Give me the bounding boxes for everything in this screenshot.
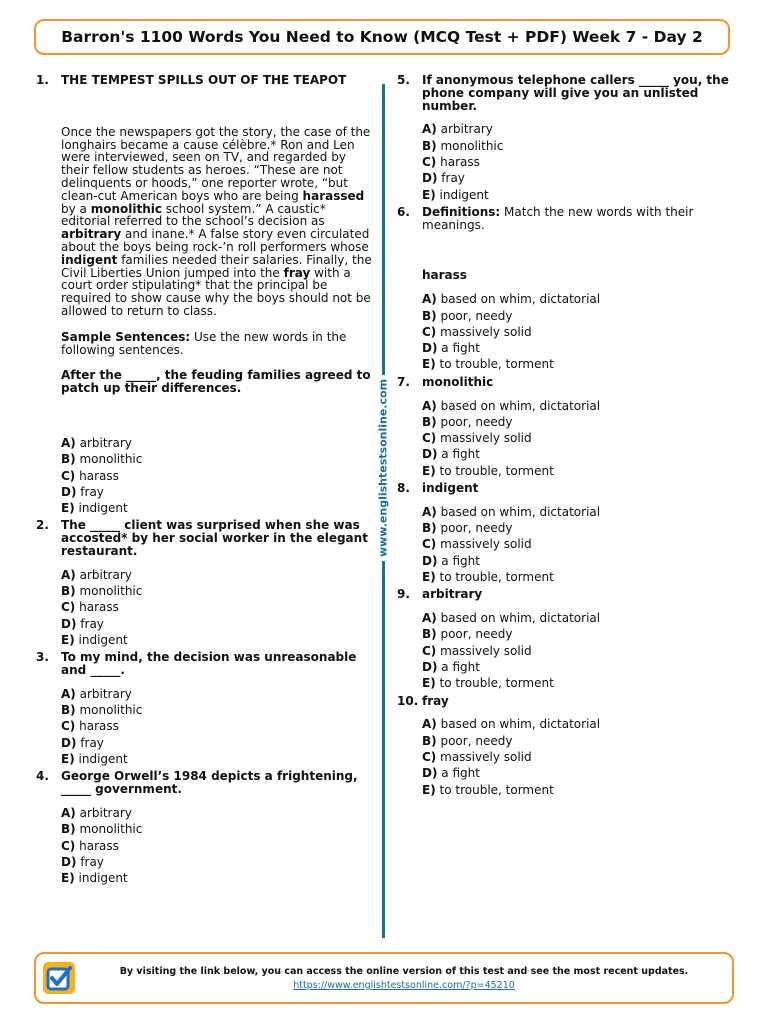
option-letter: A) [422,611,437,626]
option-letter: E) [422,676,436,691]
option-text: to trouble, torment [439,570,554,585]
question-word: indigent [422,481,479,496]
option-text: arbitrary [79,805,132,820]
reading-passage [61,126,376,395]
answer-option[interactable] [61,500,376,516]
answer-option[interactable] [61,686,376,702]
question-number: 7. [397,374,410,389]
option-letter: B) [422,521,437,536]
sample-sentences-instruction: Sample Sentences: Use the new words in the following sentences. [61,329,347,357]
option-letter: C) [61,468,76,483]
option-letter: E) [61,633,75,647]
question-number: 5. [397,73,410,87]
answer-option[interactable] [61,854,376,870]
option-text: based on whim, dictatorial [440,398,601,413]
page-title-box [34,19,730,55]
option-text: harass [440,154,480,169]
option-text: monolithic [79,452,143,467]
answer-option[interactable] [422,643,733,659]
option-letter: E) [422,357,436,372]
option-letter: D) [422,553,438,568]
option-text: monolithic [79,584,143,599]
option-text: a fight [441,766,480,781]
option-letter: B) [61,584,76,599]
option-text: harass [79,468,119,483]
option-text: based on whim, dictatorial [440,292,601,307]
question-number: 3. [36,650,49,665]
question-number: 8. [397,481,410,496]
option-text: arbitrary [79,686,132,701]
page-title: Barron's 1100 Words You Need to Know (MCQ Test + PDF) Week 7 - Day 2 [61,28,703,46]
option-text: a fight [441,660,480,674]
answer-option[interactable] [422,463,733,479]
footer-box [34,952,734,1004]
question-item [397,482,733,495]
option-text: a fight [441,447,480,462]
option-text: poor, needy [440,414,513,429]
option-letter: B) [61,822,76,837]
question-number: 1. [36,73,49,87]
answer-option[interactable] [61,616,376,632]
option-text: massively solid [440,324,532,339]
answer-option[interactable] [422,170,733,186]
option-letter: E) [422,463,436,478]
option-letter: D) [422,766,438,781]
question-5 [397,74,733,112]
answer-option[interactable] [61,484,376,500]
question-word: fray [422,693,449,708]
option-text: massively solid [440,749,532,764]
option-text: indigent [78,871,128,886]
option-text: massively solid [440,643,532,658]
question-item [397,376,733,389]
option-letter: B) [61,452,76,467]
option-letter: A) [422,504,437,519]
option-text: based on whim, dictatorial [440,504,601,519]
answer-option[interactable] [61,599,376,615]
answer-option[interactable] [61,567,376,583]
option-text: monolithic [79,703,143,718]
answer-option[interactable] [422,308,733,324]
option-letter: C) [422,324,437,339]
option-letter: A) [61,435,76,450]
question-text: George Orwell’s 1984 depicts a frightening, _____ government. [61,769,358,797]
option-letter: E) [422,187,436,202]
question-word: arbitrary [422,587,483,602]
answer-option[interactable] [422,446,733,462]
option-text: poor, needy [440,521,513,536]
option-letter: A) [422,292,437,307]
question-number: 10. [397,693,419,708]
option-letter: C) [422,537,437,552]
answer-option[interactable] [61,838,376,854]
question-number: 2. [36,518,49,533]
option-text: indigent [78,633,128,647]
option-text: arbitrary [440,122,493,137]
question-item [36,770,376,796]
answer-option[interactable] [61,718,376,734]
option-letter: A) [422,717,437,732]
question-6-word: harass [422,268,467,283]
option-text: fray [80,616,104,631]
option-text: indigent [78,752,128,767]
answer-option[interactable] [61,805,376,821]
answer-option[interactable] [61,821,376,837]
answer-option[interactable] [422,187,733,203]
answer-option[interactable] [422,154,733,170]
question-1-text: After the _____, the feuding families agreed to patch up their differences. [61,368,371,396]
question-text: To my mind, the decision was unreasonable and _____. [61,650,357,678]
question-text: If anonymous telephone callers _____ you, the phone company will give you an unlisted number. [422,73,729,113]
question-1-heading [36,74,376,87]
option-letter: D) [422,660,438,674]
question-options [422,398,733,479]
option-letter: C) [61,838,76,853]
option-text: fray [80,735,104,750]
option-letter: E) [422,782,436,797]
answer-option[interactable] [422,536,733,552]
option-letter: A) [61,567,76,582]
answer-option[interactable] [422,626,733,642]
question-6-options [422,291,733,372]
question-item [397,695,733,708]
option-text: poor, needy [440,627,513,642]
answer-option[interactable] [422,733,733,749]
option-text: indigent [439,187,489,202]
answer-option[interactable] [422,765,733,781]
answer-option[interactable] [422,749,733,765]
option-letter: A) [61,805,76,820]
answer-option[interactable] [61,751,376,767]
option-letter: B) [422,308,437,323]
answer-option[interactable] [422,430,733,446]
question-item [397,588,733,601]
option-letter: D) [422,171,438,186]
option-text: to trouble, torment [439,782,554,797]
option-letter: C) [61,719,76,734]
question-options [422,504,733,585]
option-letter: B) [422,733,437,748]
option-letter: E) [61,871,75,886]
footer-link[interactable]: https://www.englishtestsonline.com/?p=45210 [293,980,515,991]
option-text: to trouble, torment [439,463,554,478]
question-number: 9. [397,587,410,602]
checkbox-check-icon [42,961,76,995]
option-letter: D) [422,447,438,462]
option-letter: E) [61,752,75,767]
question-number: 4. [36,769,49,784]
option-text: arbitrary [79,567,132,582]
answer-option[interactable] [422,340,733,356]
option-text: a fight [441,553,480,568]
answer-option[interactable] [422,356,733,372]
definitions-instruction: Definitions: Match the new words with their meanings. [422,204,694,232]
answer-option[interactable] [422,782,733,798]
option-text: a fight [441,341,480,356]
option-text: poor, needy [440,733,513,748]
option-letter: D) [61,735,77,750]
answer-option[interactable] [422,504,733,520]
question-options [61,805,376,886]
question-item [36,651,376,677]
passage-text: Once the newspapers got the story, the case of the longhairs became a cause célèbre.* Ron and Len were interviewed, seen on TV, and regarded by their fellow students as heroes. “These are not delinquents or hoods,” one reporter wrote, “but clean-cut American boys who are being harassed by a monolithic school system.” A caustic* editorial referred to the school’s decision as arbitrary and inane.* A false story even circulated about the boys being rock-’n roll performers whose indigent families needed their salaries. Finally, the Civil Liberties Union jumped into the fray with a court order stipulating* that the principal be required to show cause why the boys should not be allowed to return to class. [61,124,372,318]
question-6 [397,206,733,232]
answer-option[interactable] [422,520,733,536]
option-text: monolithic [79,822,143,837]
option-letter: B) [422,138,437,153]
option-letter: A) [422,398,437,413]
answer-option[interactable] [61,702,376,718]
option-letter: E) [422,570,436,585]
question-5-options [422,121,733,202]
answer-option[interactable] [61,583,376,599]
option-letter: C) [422,431,437,446]
option-text: massively solid [440,431,532,446]
option-letter: C) [422,643,437,658]
option-letter: C) [61,600,76,615]
answer-option[interactable] [61,632,376,648]
option-letter: C) [422,154,437,169]
option-text: harass [79,719,119,734]
question-options [61,686,376,767]
answer-option[interactable] [61,468,376,484]
option-text: massively solid [440,537,532,552]
answer-option[interactable] [422,675,733,691]
option-text: harass [79,600,119,615]
question-number: 6. [397,204,410,219]
answer-option[interactable] [422,553,733,569]
answer-option[interactable] [61,435,376,451]
question-options [61,567,376,648]
answer-option[interactable] [422,138,733,154]
option-letter: D) [422,341,438,356]
option-text: to trouble, torment [439,357,554,372]
option-letter: A) [422,122,437,137]
answer-option[interactable] [422,569,733,585]
option-text: based on whim, dictatorial [440,611,601,626]
answer-option[interactable] [61,870,376,886]
option-text: indigent [78,501,128,516]
option-text: fray [80,484,104,499]
answer-option[interactable] [422,324,733,340]
answer-option[interactable] [422,121,733,137]
left-column [36,74,376,886]
answer-option[interactable] [422,716,733,732]
option-text: fray [441,171,465,186]
answer-option[interactable] [422,398,733,414]
right-column [397,74,733,798]
option-letter: E) [61,501,75,516]
answer-option[interactable] [422,414,733,430]
question-1-options [61,435,376,516]
option-letter: A) [61,686,76,701]
question-text: The _____ client was surprised when she was accosted* by her social worker in the elegant restaurant. [61,518,368,559]
answer-option[interactable] [422,291,733,307]
option-text: monolithic [440,138,504,153]
option-letter: D) [61,616,77,631]
left-questions [36,519,376,886]
option-letter: B) [422,414,437,429]
answer-option[interactable] [422,659,733,675]
option-letter: B) [61,703,76,718]
question-options [422,716,733,797]
question-word: monolithic [422,374,494,389]
option-text: poor, needy [440,308,513,323]
question-item [36,519,376,557]
answer-option[interactable] [422,610,733,626]
option-letter: D) [61,484,77,499]
footer-text: By visiting the link below, you can access the online version of this test and see the most recent updates. [119,966,689,977]
right-questions [397,376,733,798]
answer-option[interactable] [61,735,376,751]
option-text: to trouble, torment [439,676,554,691]
website-vertical-link[interactable]: www.englishtestsonline.com [377,375,390,561]
option-letter: B) [422,627,437,642]
option-letter: D) [61,854,77,869]
option-text: based on whim, dictatorial [440,717,601,732]
option-letter: C) [422,749,437,764]
option-text: fray [80,854,104,869]
question-options [422,610,733,691]
option-text: arbitrary [79,435,132,450]
option-text: harass [79,838,119,853]
answer-option[interactable] [61,451,376,467]
passage-title: THE TEMPEST SPILLS OUT OF THE TEAPOT [61,73,347,87]
